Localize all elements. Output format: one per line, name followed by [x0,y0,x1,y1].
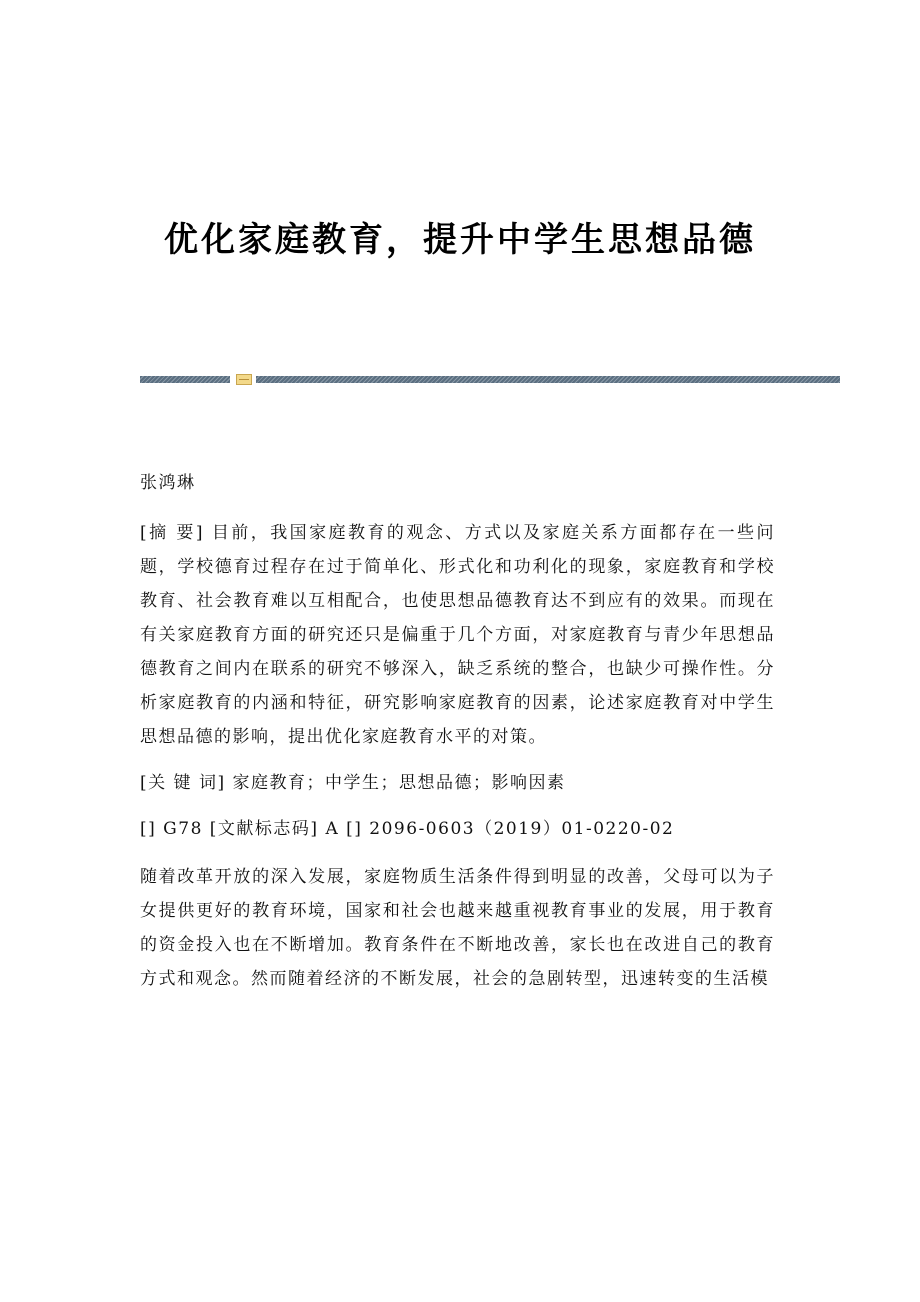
divider-ornament-icon [236,374,252,385]
keywords-line [140,766,775,800]
article-title: 优化家庭教育，提升中学生思想品德 [164,220,756,260]
abstract-paragraph [140,516,775,754]
title-divider [140,374,840,384]
abstract-label: [摘 要] [140,523,204,543]
divider-bar-left [140,376,230,383]
body-paragraph: 随着改革开放的深入发展，家庭物质生活条件得到明显的改善，父母可以为子女提供更好的教育环境，国家和社会也越来越重视教育事业的发展，用于教育的资金投入也在不断增加。教育条件在不断地改善，家长也在改进自己的教育方式和观念。然而随着经济的不断发展，社会的急剧转型，迅速转变的生活模 [140,867,775,989]
author-name: 张鸿琳 [140,473,196,493]
article-content [140,466,775,996]
classification-line: [] G78 [文献标志码] A [] 2096-0603（2019）01-0220-02 [140,819,675,839]
divider-bar-right [256,376,840,383]
keywords-text: 家庭教育；中学生；思想品德；影响因素 [232,773,566,793]
abstract-text: 目前，我国家庭教育的观念、方式以及家庭关系方面都存在一些问题，学校德育过程存在过于简单化、形式化和功利化的现象，家庭教育和学校教育、社会教育难以互相配合，也使思想品德教育达不到应有的效果。而现在有关家庭教育方面的研究还只是偏重于几个方面，对家庭教育与青少年思想品德教育之间内在联系的研究不够深入，缺乏系统的整合，也缺少可操作性。分析家庭教育的内涵和特征，研究影响家庭教育的因素，论述家庭教育对中学生思想品德的影响，提出优化家庭教育水平的对策。 [140,523,776,747]
keywords-label: [关 键 词] [140,773,226,793]
